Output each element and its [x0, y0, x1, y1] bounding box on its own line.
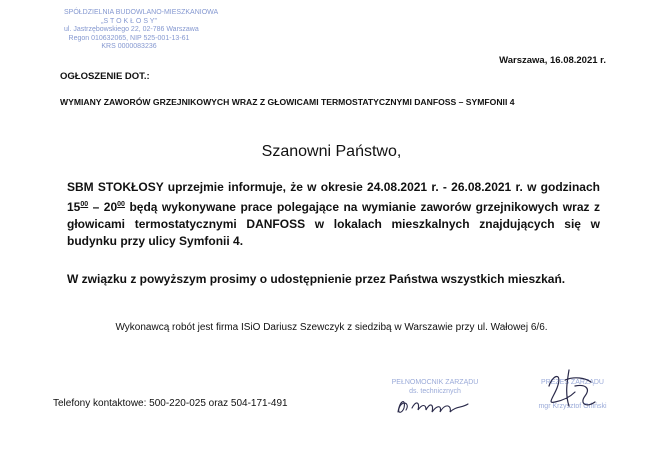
stamp-line-4: Regon 010632065, NIP 525-001-13-61	[68, 34, 190, 42]
contractor-info: Wykonawcą robót jest firma ISiO Dariusz Szewczyk z siedzibą w Warszawie przy ul. Wałowej 6/6.	[115, 322, 548, 333]
sig-right-title: PREZES ZARZĄDU	[540, 379, 604, 386]
salutation: Szanowni Państwo,	[261, 143, 402, 160]
cooperative-stamp	[64, 9, 219, 52]
sig-right-name: mgr Krzysztof Orliński	[538, 403, 607, 410]
access-request: W związku z powyższym prosimy o udostępnienie przez Państwa wszystkich mieszkań.	[67, 272, 566, 286]
para-part-2: – 20	[88, 200, 118, 214]
stamp-line-3: ul. Jastrzębowskiego 22, 02-786 Warszawa	[64, 26, 199, 34]
handwritten-signature-right	[535, 366, 605, 414]
time-to-superscript: 00	[117, 201, 125, 208]
handwritten-signature-left	[392, 390, 482, 420]
contact-phones: Telefony kontaktowe: 500-220-025 oraz 504-171-491	[53, 398, 288, 409]
notice-label: OGŁOSZENIE DOT.:	[60, 71, 150, 82]
announcement-paragraph	[67, 179, 600, 250]
para-part-1: SBM STOKŁOSY uprzejmie informuje, że w okresie 24.08.2021 r. - 26.08.2021 r. w godzinach 15	[67, 180, 600, 214]
para-part-3: będą wykonywane prace polegające na wymianie zaworów grzejnikowych wraz z głowicami termostatycznymi DANFOSS w lokalach mieszkalnych znajdujących się w budynku przy ulicy Symfonii 4.	[67, 200, 600, 248]
notice-subject: WYMIANY ZAWORÓW GRZEJNIKOWYCH WRAZ Z GŁOWICAMI TERMOSTATYCZNYMI DANFOSS – SYMFONII 4	[60, 97, 515, 107]
sig-left-sub: ds. technicznych	[409, 388, 461, 395]
place-date: Warszawa, 16.08.2021 r.	[499, 55, 606, 66]
stamp-line-5: KRS 0000083236	[101, 43, 157, 51]
stamp-line-1: SPÓŁDZIELNIA BUDOWLANO-MIESZKANIOWA	[64, 9, 219, 16]
time-from-superscript: 00	[80, 201, 89, 208]
sig-left-title: PEŁNOMOCNIK ZARZĄDU	[391, 379, 479, 386]
stamp-line-2: „S T O K Ł O S Y”	[101, 17, 157, 25]
